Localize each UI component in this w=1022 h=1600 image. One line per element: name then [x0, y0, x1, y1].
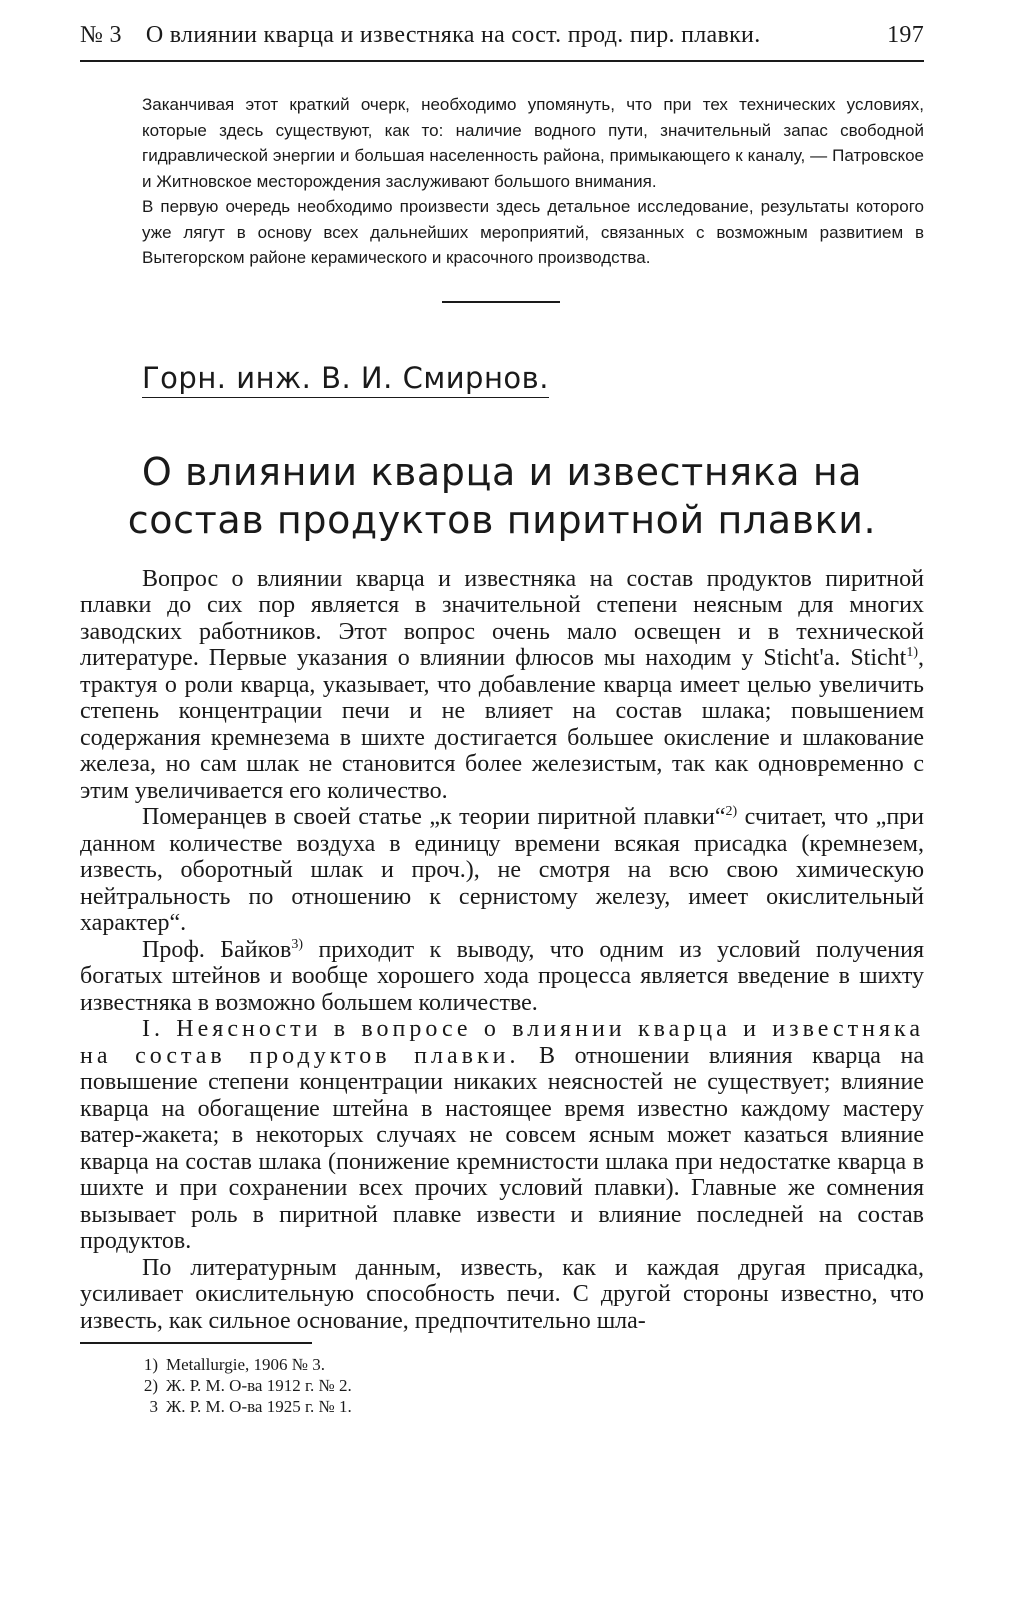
paragraph-text: Померанцев в своей статье „к теории пиритной плавки“ — [142, 804, 726, 830]
paragraph-text: считает, что „при данном количестве воздуха в единицу времени всякая присадка (кремнезем, известь, оборотный шлак и проч.), не смотря на всю свою химическую нейтральность по отношению к сернистому железу, имеет окислительный характер“. — [80, 804, 925, 936]
footnote-ref: 1) — [906, 645, 918, 660]
body-paragraph — [80, 937, 924, 1017]
article-divider — [442, 301, 560, 303]
header-rule — [80, 60, 924, 62]
paragraph-text: В отношении влияния кварца на повышение степени концентрации никаких неясностей не существует; влияние кварца на обогащение штейна в настоящее время известно каждому мастеру ватер-жакета; в некоторых случаях не совсем ясным может казаться влияние кварца на состав шлака (понижение кремнистости шлака при недостатке кварца в шихте и при сохранении всех прочих условий плавки). Главные же сомнения вызывает роль в пиритной плавке извести и влияние последней на состав продуктов. — [80, 1042, 925, 1254]
footnote-ref: 2) — [725, 804, 738, 819]
paragraph-text: , трактуя о роли кварца, указывает, что добавление кварца имеет целью увеличить степень концентрации печи и не влияет на состав шлака; повышением содержания кремнезема в шихте достигается большее окисление и шлакование железа, но сам шлак не становится более железистым, так как одновременно с этим увеличивается его количество. — [80, 645, 924, 804]
author-line: Горн. инж. В. И. Смирнов. — [142, 361, 549, 398]
issue-number: № 3 — [80, 22, 122, 48]
footnote-mark: 2) — [143, 1376, 158, 1395]
running-head — [80, 22, 924, 56]
footnotes — [142, 1354, 924, 1417]
paragraph-text: Проф. Байков — [142, 936, 292, 963]
article-body — [80, 566, 924, 1335]
footnote — [142, 1396, 924, 1417]
footnote-rule — [80, 1342, 312, 1344]
footnote-text: Ж. Р. М. О-ва 1912 г. № 2. — [166, 1376, 352, 1395]
footnote-text: Ж. Р. М. О-ва 1925 г. № 1. — [166, 1397, 352, 1416]
running-title: О влиянии кварца и известняка на сост. прод. пир. плавки. — [145, 22, 761, 48]
previous-article-paragraph: В первую очередь необходимо произвести здесь детальное исследование, результаты которого уже лягут в основу всех дальнейших мероприятий, связанных с возможным развитием в Вытегорском районе керамического и красочного производства. — [142, 197, 924, 267]
previous-article-ending — [142, 92, 924, 271]
footnote-text: Metallurgie, 1906 № 3. — [166, 1355, 325, 1374]
footnote — [142, 1354, 924, 1375]
body-paragraph — [80, 566, 924, 805]
body-paragraph — [80, 1016, 924, 1255]
paragraph-text: приходит к выводу, что одним из условий получения богатых штейнов и вообще хорошего хода процесса является введение в шихту известняка в возможно большем количестве. — [80, 936, 924, 1016]
paragraph-text: Вопрос о влиянии кварца и известняка на состав продуктов пиритной плавки до сих пор является в значительной степени неясным для многих заводских работников. Этот вопрос очень мало освещен и в технической литературе. Первые указания о влиянии флюсов мы находим у Sticht'a. Sticht — [80, 565, 924, 671]
footnote — [142, 1375, 924, 1396]
article-title: О влиянии кварца и известняка на состав продуктов пиритной плавки. — [127, 449, 877, 542]
footnote-mark: 1) — [143, 1355, 158, 1374]
section-heading: I. Неясности в вопросе о влиянии кварца и известняка на состав продуктов плавки. — [80, 1016, 924, 1069]
body-paragraph: По литературным данным, известь, как и каждая другая присадка, усиливает окислительную способность печи. С другой стороны известно, что известь, как сильное основание, предпочтительно шла- — [80, 1254, 924, 1334]
body-paragraph — [80, 804, 924, 937]
page-number: 197 — [887, 22, 924, 48]
previous-article-paragraph: Заканчивая этот краткий очерк, необходимо упомянуть, что при тех технических условиях, которые здесь существуют, как то: наличие водного пути, значительный запас свободной гидравлической энергии и большая населенность района, примыкающего к каналу, — Патровское и Житновское месторождения заслуживают большого внимания. — [142, 95, 924, 191]
footnote-ref: 3) — [291, 936, 304, 952]
footnote-mark: 3 — [149, 1397, 158, 1416]
